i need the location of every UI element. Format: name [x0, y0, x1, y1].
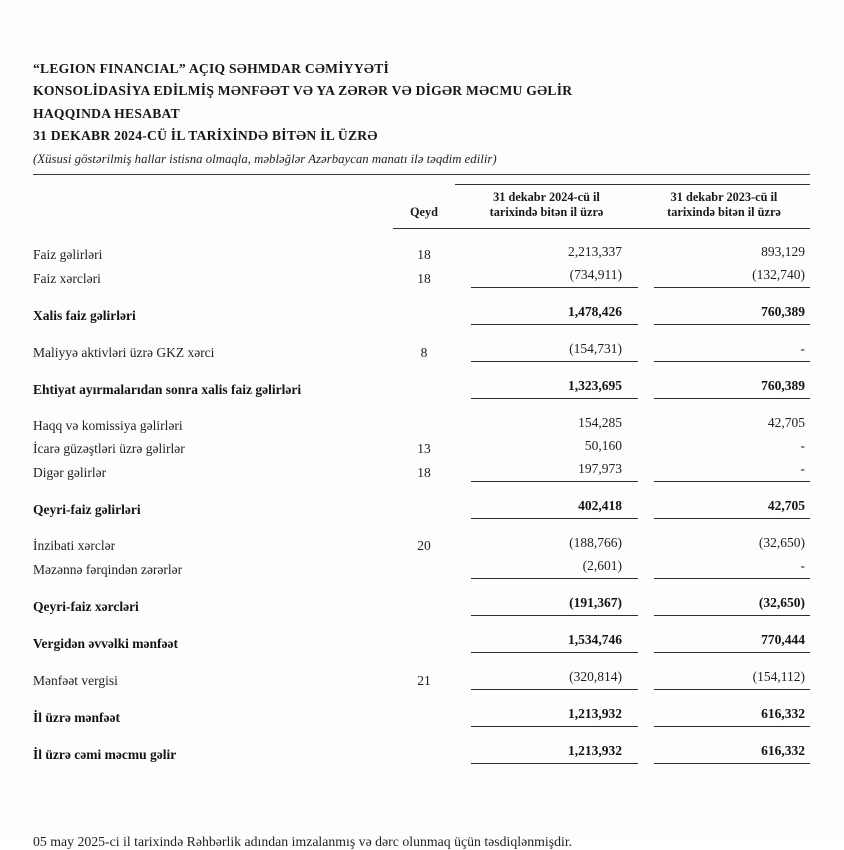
table-row	[33, 579, 810, 616]
row-label: Vergidən əvvəlki mənfəət	[33, 635, 178, 651]
statement-title-line2: HAQQINDA HESABAT	[33, 105, 180, 121]
row-value-2023: (32,650)	[638, 579, 810, 616]
row-value-2024: 2,213,337	[568, 243, 622, 259]
row-value-2023: 42,705	[638, 482, 810, 519]
table-row	[33, 653, 810, 690]
table-row	[33, 482, 810, 519]
row-label: Qeyri-faiz gəlirləri	[33, 501, 141, 517]
row-note	[393, 555, 455, 579]
row-note	[393, 727, 455, 764]
row-value-2023: 616,332	[638, 690, 810, 727]
row-value-2024: 154,285	[578, 414, 622, 430]
table-row	[33, 362, 810, 399]
column-header-empty	[33, 184, 393, 228]
row-note: 13	[417, 440, 431, 456]
table-row	[33, 288, 810, 325]
row-note: 18	[417, 270, 431, 286]
row-value-2023: (132,740)	[638, 264, 810, 288]
row-value-2024: 1,213,932	[455, 690, 638, 727]
table-row	[33, 435, 810, 458]
document-header	[33, 58, 810, 174]
header-divider	[33, 174, 810, 175]
row-label: İl üzrə cəmi məcmu gəlir	[33, 746, 177, 762]
table-row	[33, 264, 810, 288]
row-label: İl üzrə mənfəət	[33, 709, 120, 725]
row-value-2024: 1,323,695	[455, 362, 638, 399]
row-label: Ehtiyat ayırmalarıdan sonra xalis faiz gəlirləri	[33, 381, 302, 397]
row-label: Mənfəət vergisi	[33, 672, 118, 688]
row-note	[393, 690, 455, 727]
row-value-2024: 50,160	[584, 437, 622, 453]
row-label: Haqq və komissiya gəlirləri	[33, 417, 183, 433]
row-note	[393, 616, 455, 653]
row-value-2023: -	[800, 437, 805, 453]
table-row	[33, 555, 810, 579]
row-value-2023: 893,129	[761, 243, 805, 259]
row-label: Digər gəlirlər	[33, 464, 107, 480]
row-label: İnzibati xərclər	[33, 537, 116, 553]
period-title: 31 DEKABR 2024-CÜ İL TARİXİNDƏ BİTƏN İL ÜZRƏ	[33, 128, 378, 144]
column-header-note: Qeyd	[393, 184, 455, 228]
row-value-2024: 402,418	[455, 482, 638, 519]
row-value-2024: 1,213,932	[455, 727, 638, 764]
table-row	[33, 458, 810, 482]
table-row	[33, 519, 810, 555]
row-value-2024: (2,601)	[455, 555, 638, 579]
column-header-2024: 31 dekabr 2024-cü il tarixində bitən il üzrə	[455, 184, 638, 228]
row-label: Maliyyə aktivləri üzrə GKZ xərci	[33, 344, 215, 360]
row-value-2024: 1,478,426	[455, 288, 638, 325]
row-note	[393, 579, 455, 616]
row-value-2023: 42,705	[767, 414, 805, 430]
row-value-2023: (154,112)	[638, 653, 810, 690]
row-note: 21	[417, 672, 431, 688]
table-header	[33, 184, 810, 228]
row-note: 20	[417, 537, 431, 553]
company-title: “LEGION FINANCIAL” AÇIQ SƏHMDAR CƏMİYYƏTİ	[33, 61, 390, 76]
table-row	[33, 616, 810, 653]
table-row	[33, 228, 810, 264]
row-note	[393, 399, 455, 435]
row-value-2023: 760,389	[638, 288, 810, 325]
row-note: 18	[417, 464, 431, 480]
table-row	[33, 690, 810, 727]
table-row	[33, 399, 810, 435]
row-value-2024: (188,766)	[569, 534, 622, 550]
row-note	[393, 288, 455, 325]
row-value-2024: 197,973	[455, 458, 638, 482]
row-value-2024: (154,731)	[455, 325, 638, 362]
row-note	[393, 482, 455, 519]
row-label: Faiz xərcləri	[33, 270, 101, 286]
row-label: Məzənnə fərqindən zərərlər	[33, 561, 183, 577]
table-body	[33, 228, 810, 764]
row-note: 18	[417, 246, 431, 262]
table-row	[33, 325, 810, 362]
column-header-2023: 31 dekabr 2023-cü il tarixində bitən il üzrə	[638, 184, 810, 228]
header-row	[33, 184, 810, 228]
income-statement-table	[33, 184, 810, 764]
statement-title-line1: KONSOLİDASİYA EDİLMİŞ MƏNFƏƏT VƏ YA ZƏRƏR VƏ DİGƏR MƏCMU GƏLİR	[33, 83, 573, 99]
row-value-2023: -	[638, 325, 810, 362]
currency-note: (Xüsusi göstərilmiş hallar istisna olmaqla, məbləğlər Azərbaycan manatı ilə təqdim edilir)	[33, 151, 497, 166]
row-label: Qeyri-faiz xərcləri	[33, 598, 139, 614]
row-note	[393, 362, 455, 399]
row-value-2024: 1,534,746	[455, 616, 638, 653]
row-note: 8	[420, 344, 428, 360]
row-label: Faiz gəlirləri	[33, 246, 103, 262]
row-value-2023: -	[638, 458, 810, 482]
row-value-2023: 760,389	[638, 362, 810, 399]
row-value-2023: -	[638, 555, 810, 579]
approval-note: 05 may 2025-ci il tarixində Rəhbərlik adından imzalanmış və dərc olunmaq üçün təsdiqlənmişdir.	[33, 833, 573, 849]
row-value-2023: 616,332	[638, 727, 810, 764]
row-value-2024: (734,911)	[455, 264, 638, 288]
table-row	[33, 727, 810, 764]
row-value-2024: (320,814)	[455, 653, 638, 690]
row-value-2023: (32,650)	[758, 534, 805, 550]
row-value-2024: (191,367)	[455, 579, 638, 616]
row-value-2023: 770,444	[638, 616, 810, 653]
row-label: Xalis faiz gəlirləri	[33, 307, 136, 323]
row-label: İcarə güzəştləri üzrə gəlirlər	[33, 440, 185, 456]
